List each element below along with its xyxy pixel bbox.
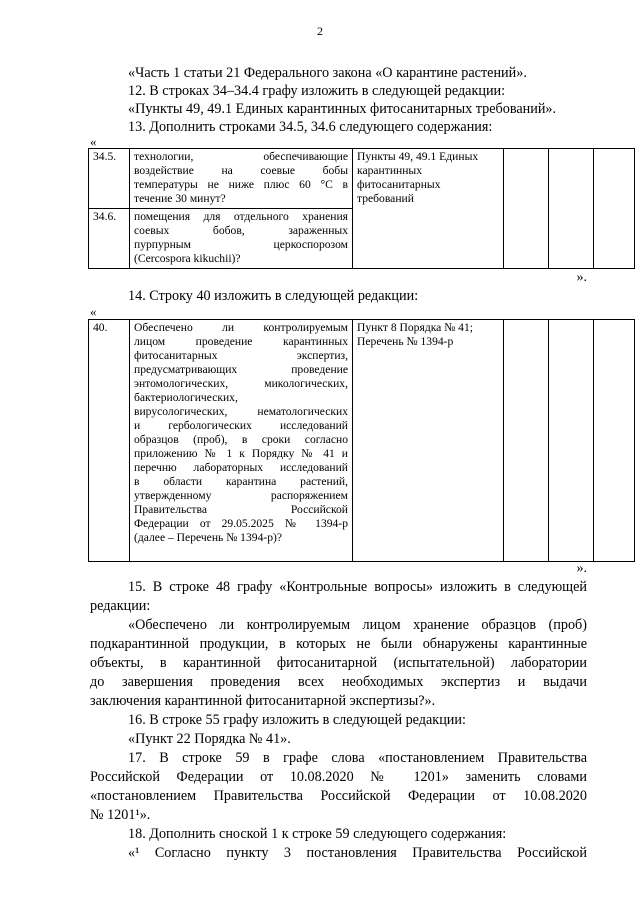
close-quote: ». (576, 561, 587, 576)
cell-text: соевых бобов, зараженных (134, 224, 348, 237)
cell-text: технологии, обеспечивающие (134, 150, 348, 163)
cell-text: энтомологических, микологических, (134, 377, 348, 390)
cell-text: вирусологических, нематологических (134, 405, 348, 418)
open-quote: « (90, 134, 97, 149)
row-reference (353, 149, 504, 269)
paragraph-line: объекты, в карантинной фитосанитарной (испытательной) лаборатории (90, 655, 587, 671)
cell-text: температуры не ниже плюс 60 °С в (134, 178, 348, 191)
cell-text: предусматривающих проведение (134, 363, 348, 376)
paragraph-line: 14. Строку 40 изложить в следующей редакции: (128, 288, 419, 304)
cell-text: Перечень № 1394-р (357, 335, 454, 348)
paragraph-line: Российской Федерации от 10.08.2020 № 1201» заменить словами (90, 769, 587, 785)
paragraph-line: 16. В строке 55 графу изложить в следующей редакции: (128, 712, 466, 728)
cell-text: образцов (проб), в сроки согласно (134, 433, 348, 446)
cell-text: фитосанитарных (357, 178, 441, 191)
cell-text: карантинных (357, 164, 423, 177)
paragraph-line: 13. Дополнить строками 34.5, 34.6 следующего содержания: (128, 119, 493, 135)
cell-text: требований (357, 192, 414, 205)
close-quote: ». (576, 270, 587, 285)
paragraph-line: «Пункты 49, 49.1 Единых карантинных фитосанитарных требований». (128, 101, 557, 117)
paragraph-line: № 1201¹». (90, 807, 151, 823)
paragraph-line: 12. В строках 34–34.4 графу изложить в следующей редакции: (128, 83, 506, 99)
table-row-40 (88, 319, 635, 562)
cell-text: пурпурным церкоспорозом (134, 238, 348, 251)
cell-text: перечню лабораторных исследований (134, 461, 348, 474)
cell-text: воздействие на соевые бобы (134, 164, 348, 177)
table-row (89, 320, 635, 562)
empty-cell (504, 149, 549, 269)
paragraph-line: «Часть 1 статьи 21 Федерального закона «О карантине растений». (128, 65, 527, 81)
cell-text: Пункт 8 Порядка № 41; (357, 321, 473, 334)
cell-text: помещения для отдельного хранения (134, 210, 348, 223)
row-reference (353, 320, 504, 562)
paragraph-line: 15. В строке 48 графу «Контрольные вопросы» изложить в следующей (128, 579, 587, 595)
cell-text: утвержденному распоряжением (134, 489, 348, 502)
cell-text: Пункты 49, 49.1 Единых (357, 150, 479, 163)
paragraph-line: редакции: (90, 598, 151, 614)
table-row (89, 149, 635, 209)
open-quote: « (90, 304, 97, 319)
cell-text: (далее – Перечень № 1394-р)? (134, 531, 283, 544)
cell-text: приложению № 1 к Порядку № 41 и (134, 447, 348, 460)
cell-text: Федерации от 29.05.2025 № 1394-р (134, 517, 348, 530)
cell-text: фитосанитарных экспертиз, (134, 349, 348, 362)
cell-text: бактериологических, (134, 391, 238, 404)
cell-text: Обеспечено ли контролируемым (134, 321, 348, 334)
empty-cell (594, 149, 635, 269)
cell-text: Правительства Российской (134, 503, 348, 516)
empty-cell (504, 320, 549, 562)
row-number: 40. (89, 320, 130, 562)
paragraph-line: 17. В строке 59 в графе слова «постановлением Правительства (128, 750, 587, 766)
page-number: 2 (317, 24, 323, 38)
row-number: 34.6. (89, 209, 130, 269)
row-description (130, 320, 353, 562)
row-description (130, 209, 353, 269)
paragraph-line: до завершения проведения всех необходимых экспертиз и выдачи (90, 674, 587, 690)
paragraph-line: подкарантинной продукции, в которых не были обнаружены карантинные (90, 636, 587, 652)
row-description (130, 149, 353, 209)
empty-cell (549, 149, 594, 269)
cell-text: и гербологических исследований (134, 419, 348, 432)
cell-text: в области карантина растений, (134, 475, 348, 488)
paragraph-line: заключения карантинной фитосанитарной экспертизы?». (90, 693, 436, 709)
cell-text: лицом проведение карантинных (134, 335, 348, 348)
row-number: 34.5. (89, 149, 130, 209)
paragraph-line: «Пункт 22 Порядка № 41». (128, 731, 291, 747)
paragraph-line: «Обеспечено ли контролируемым лицом хранение образцов (проб) (128, 617, 587, 633)
cell-text: (Cercospora kikuchii)? (134, 252, 241, 265)
cell-text: течение 30 минут? (134, 192, 226, 205)
empty-cell (594, 320, 635, 562)
paragraph-line: «¹ Согласно пункту 3 постановления Правительства Российской (128, 845, 587, 861)
paragraph-line: «постановлением Правительства Российской Федерации от 10.08.2020 (90, 788, 587, 804)
table-rows-34 (88, 148, 635, 269)
paragraph-line: 18. Дополнить сноской 1 к строке 59 следующего содержания: (128, 826, 507, 842)
empty-cell (549, 320, 594, 562)
